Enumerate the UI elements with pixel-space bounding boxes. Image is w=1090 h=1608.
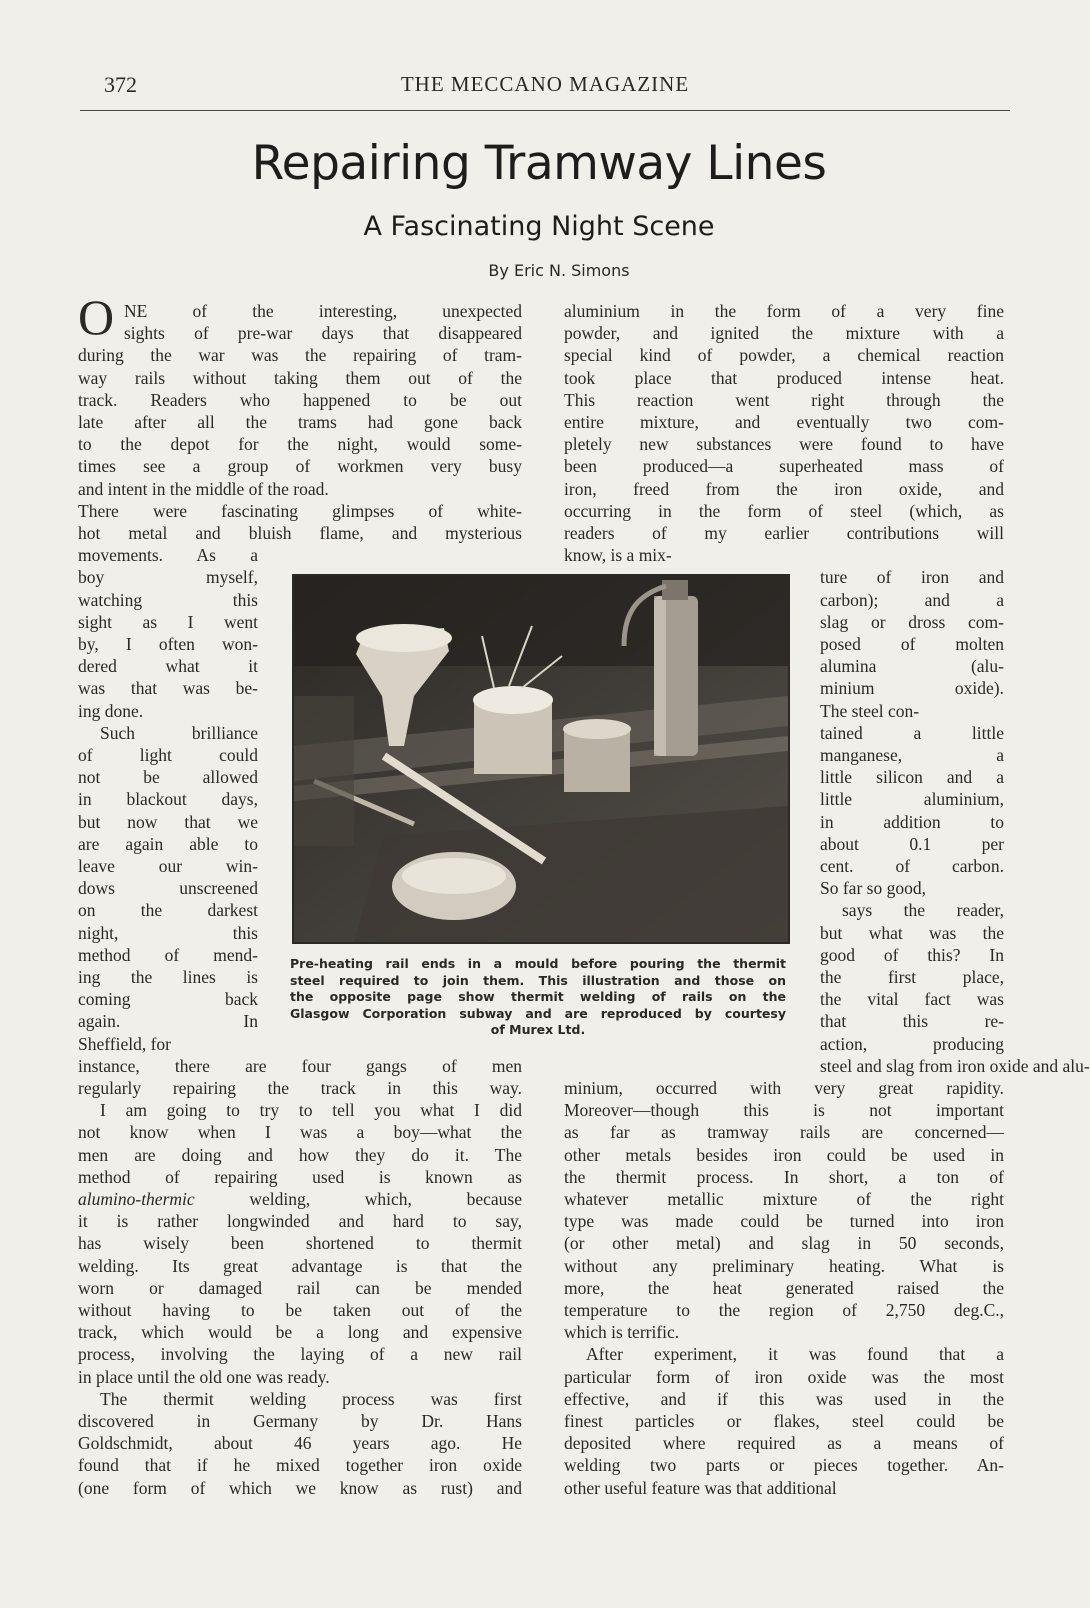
text-line: but what was the — [820, 922, 1004, 943]
text-line: little aluminium, — [820, 789, 1004, 810]
caption-line: steel required to join them. This illustration and those on — [290, 972, 786, 988]
text-line: which is terrific. — [564, 1322, 680, 1343]
text-line: ing the lines is — [78, 967, 258, 987]
text-line: occurring in the form of steel (which, as — [564, 500, 1004, 521]
text-line: track. Readers who happened to be out — [78, 389, 522, 410]
figure-photo — [292, 574, 790, 944]
text-line: Sheffield, for — [78, 1033, 171, 1054]
text-line: tained a little — [820, 722, 1004, 743]
text-line: regularly repairing the track in this way. — [78, 1078, 522, 1098]
text-line: movements. As a — [78, 545, 258, 566]
text-line: This reaction went right through the — [564, 389, 1004, 410]
text-line: as far as tramway rails are concerned— — [564, 1122, 1004, 1143]
text-line: method of repairing used is known as — [78, 1166, 522, 1187]
text-line: sights of pre-war days that disappeared — [124, 323, 522, 344]
text-line: watching this — [78, 589, 258, 610]
text-line: finest particles or flakes, steel could be — [564, 1411, 1004, 1431]
text-line: welding two parts or pieces together. An- — [564, 1455, 1004, 1476]
article-title: Repairing Tramway Lines — [251, 136, 827, 191]
text-line: special kind of powder, a chemical reaction — [564, 345, 1004, 366]
text-line: cent. of carbon. — [820, 856, 1004, 876]
text-line: temperature to the region of 2,750 deg.C., — [564, 1300, 1004, 1320]
figure-caption — [290, 956, 786, 1039]
text-line: iron, freed from the iron oxide, and — [564, 478, 1004, 499]
text-line: I am going to try to tell you what I did — [100, 1100, 522, 1121]
text-line: method of mend- — [78, 944, 258, 965]
running-title: THE MECCANO MAGAZINE — [400, 72, 690, 96]
text-line: other metals besides iron could be used in — [564, 1144, 1004, 1165]
text-line: Goldschmidt, about 46 years ago. He — [78, 1433, 522, 1454]
text-line: welding. Its great advantage is that the — [78, 1255, 522, 1276]
text-line: particular form of iron oxide was the most — [564, 1366, 1004, 1387]
page-number: 372 — [104, 72, 137, 97]
text-line: effective, and if this was used in the — [564, 1388, 1004, 1409]
drop-cap: O — [78, 289, 115, 345]
text-line: aluminium in the form of a very fine — [564, 301, 1004, 321]
text-line: way rails without taking them out of the — [78, 367, 522, 388]
article-subtitle: A Fascinating Night Scene — [363, 211, 715, 242]
text-line: track, which would be a long and expensive — [78, 1322, 522, 1343]
text-line: (or other metal) and slag in 50 seconds, — [564, 1233, 1004, 1254]
text-line: steel and slag from iron oxide and alu- — [820, 1055, 1090, 1076]
tramway-repair-photo — [294, 576, 788, 942]
caption-line: Pre-heating rail ends in a mould before pouring the thermit — [290, 956, 786, 971]
text-line: the first place, — [820, 967, 1004, 987]
text-line: the thermit process. In short, a ton of — [564, 1166, 1004, 1187]
text-line: discovered in Germany by Dr. Hans — [78, 1411, 522, 1431]
text-line: The thermit welding process was first — [100, 1388, 522, 1409]
text-line: found that if he mixed together iron oxide — [78, 1455, 522, 1476]
text-line: on the darkest — [78, 900, 258, 921]
text-line: late after all the trams had gone back — [78, 412, 522, 432]
text-line: but now that we — [78, 811, 258, 832]
text-line: action, producing — [820, 1033, 1004, 1054]
text-line: NE of the interesting, unexpected — [124, 301, 522, 321]
text-line: process, involving the laying of a new rail — [78, 1344, 522, 1365]
text-line: without any preliminary heating. What is — [564, 1255, 1004, 1276]
text-line: during the war was the repairing of tram- — [78, 345, 522, 366]
text-line: type was made could be turned into iron — [564, 1211, 1004, 1232]
text-line: powder, and ignited the mixture with a — [564, 323, 1004, 344]
text-line: more, the heat generated raised the — [564, 1277, 1004, 1298]
text-line: has wisely been shortened to thermit — [78, 1233, 522, 1254]
byline: By Eric N. Simons — [488, 261, 630, 280]
text-line: men are doing and how they do it. The — [78, 1144, 522, 1165]
text-line: hot metal and bluish flame, and mysterious — [78, 523, 522, 543]
text-line: worn or damaged rail can be mended — [78, 1277, 522, 1298]
text-line: deposited where required as a means of — [564, 1433, 1004, 1454]
text-line: and intent in the middle of the road. — [78, 478, 329, 499]
text-line: manganese, a — [820, 745, 1004, 765]
text-line: good of this? In — [820, 944, 1004, 965]
text-line: boy myself, — [78, 567, 258, 588]
text-line: alumino-thermic welding, which, because — [78, 1189, 522, 1209]
text-line: other useful feature was that additional — [564, 1477, 837, 1498]
text-line: readers of my earlier contributions will — [564, 523, 1004, 543]
text-line: pletely new substances were found to have — [564, 434, 1004, 455]
text-line: times see a group of workmen very busy — [78, 456, 522, 477]
text-line: dows unscreened — [78, 878, 258, 899]
text-line: minium, occurred with very great rapidity. — [564, 1078, 1004, 1098]
text-line: to the depot for the night, would some- — [78, 434, 522, 455]
text-line: not be allowed — [78, 767, 258, 788]
text-line: ture of iron and — [820, 567, 1004, 588]
text-line: was that was be- — [78, 678, 258, 699]
page-header — [80, 70, 1010, 111]
text-line: ing done. — [78, 700, 144, 721]
text-line: sight as I went — [78, 611, 258, 632]
text-line: (one form of which we know as rust) and — [78, 1477, 522, 1498]
text-line: by, I often won- — [78, 634, 258, 654]
text-line: whatever metallic mixture of the right — [564, 1189, 1004, 1209]
text-line: There were fascinating glimpses of white- — [78, 500, 522, 521]
caption-line: Glasgow Corporation subway and are reproduced by courtesy — [290, 1005, 786, 1021]
text-line: know, is a mix- — [564, 545, 672, 566]
text-line: Such brilliance — [100, 722, 258, 743]
text-line: says the reader, — [842, 900, 1004, 921]
text-line: night, this — [78, 922, 258, 943]
text-line: entire mixture, and eventually two com- — [564, 412, 1004, 432]
text-line: little silicon and a — [820, 767, 1004, 788]
caption-line: the opposite page show thermit welding of rails on the — [290, 989, 786, 1004]
text-line: again. In — [78, 1011, 258, 1032]
text-line: of light could — [78, 745, 258, 765]
text-line: in addition to — [820, 811, 1004, 832]
text-line: instance, there are four gangs of men — [78, 1055, 522, 1076]
text-line: alumina (alu- — [820, 656, 1004, 677]
technical-term: alumino-thermic — [78, 1189, 195, 1209]
text-line: slag or dross com- — [820, 611, 1004, 632]
text-line: carbon); and a — [820, 589, 1004, 610]
text-line: took place that produced intense heat. — [564, 367, 1004, 388]
text-line: in place until the old one was ready. — [78, 1366, 330, 1387]
text-line: without having to be taken out of the — [78, 1300, 522, 1320]
text-line: not know when I was a boy—what the — [78, 1122, 522, 1143]
text-line: about 0.1 per — [820, 833, 1004, 854]
text-line: been produced—a superheated mass of — [564, 456, 1004, 477]
text-line: are again able to — [78, 833, 258, 854]
text-line: posed of molten — [820, 634, 1004, 654]
text-line: leave our win- — [78, 856, 258, 876]
text-line: Moreover—though this is not important — [564, 1100, 1004, 1121]
text-line: it is rather longwinded and hard to say, — [78, 1211, 522, 1232]
text-line: minium oxide). — [820, 678, 1004, 699]
text-line: dered what it — [78, 656, 258, 677]
text-line: So far so good, — [820, 878, 926, 899]
text-line: The steel con- — [820, 700, 920, 721]
text-line: After experiment, it was found that a — [586, 1344, 1004, 1365]
text-line: the vital fact was — [820, 989, 1004, 1010]
text-line: that this re- — [820, 1011, 1004, 1032]
caption-line: of Murex Ltd. — [490, 1022, 586, 1037]
text-line: coming back — [78, 989, 258, 1010]
text-line: in blackout days, — [78, 789, 258, 810]
